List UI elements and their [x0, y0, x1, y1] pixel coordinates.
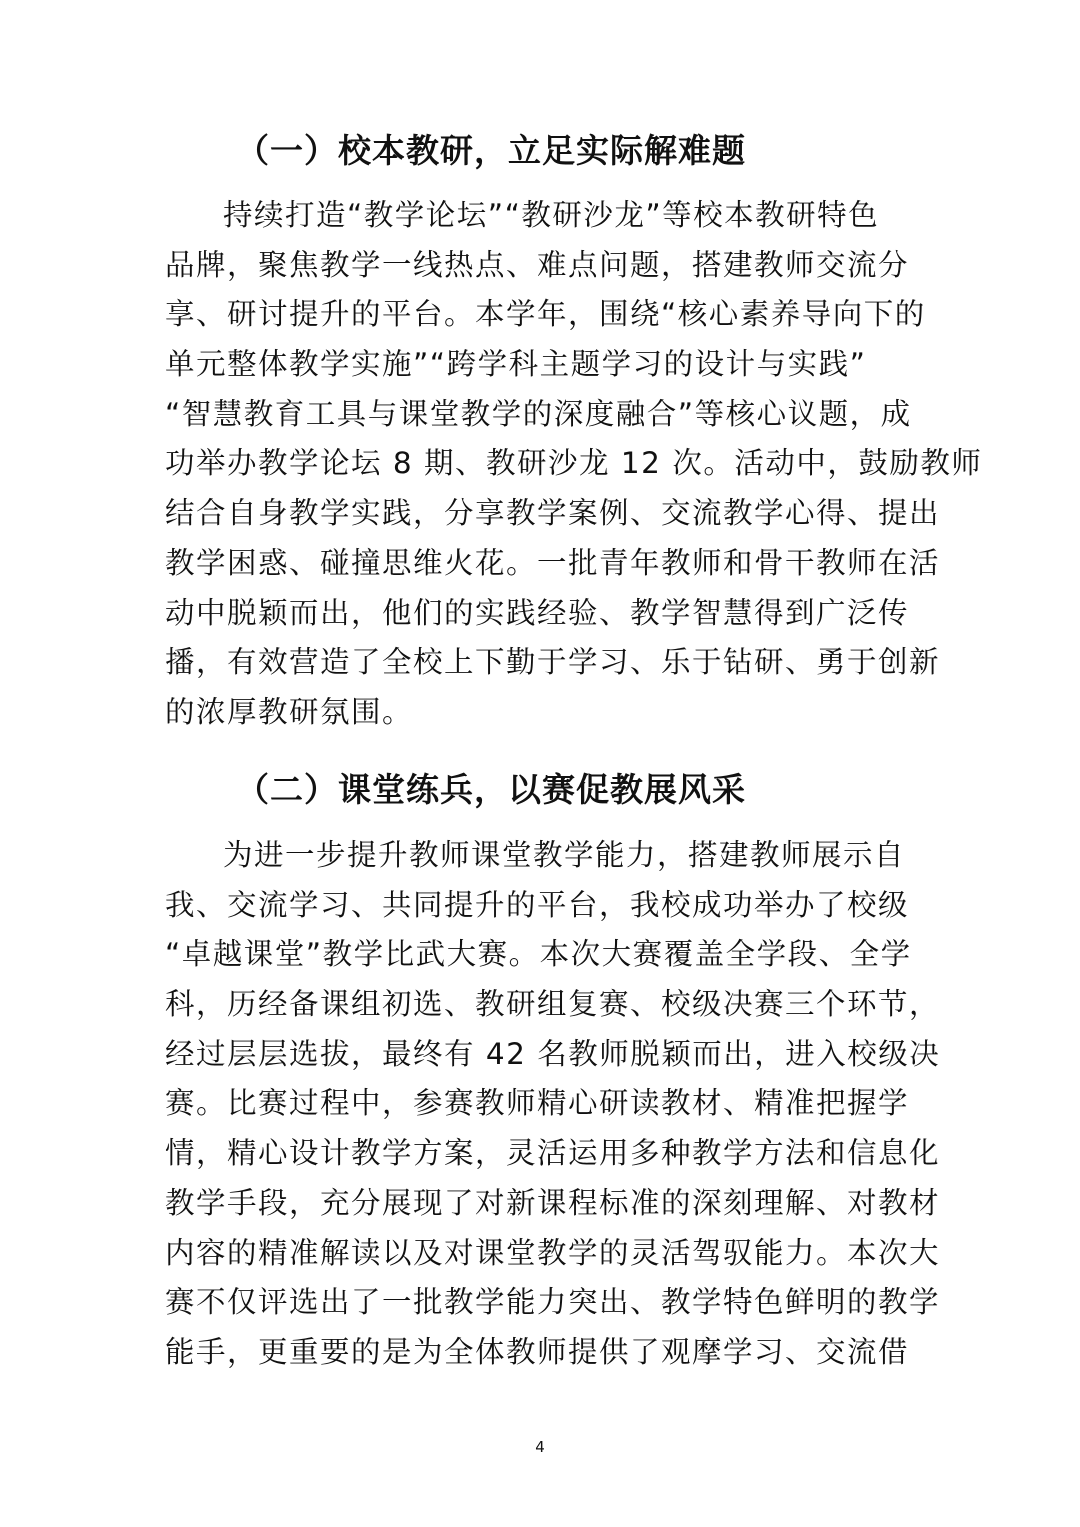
section-1-line: 教学困惑、碰撞思维火花。一批青年教师和骨干教师在活 [165, 545, 941, 580]
section-2-line: 我、交流学习、共同提升的平台，我校成功举办了校级 [165, 887, 910, 922]
section-1-line: 品牌，聚焦教学一线热点、难点问题，搭建教师交流分 [165, 247, 910, 282]
section-1-paragraph [165, 191, 983, 738]
section-2-line: 赛不仅评选出了一批教学能力突出、教学特色鲜明的教学 [165, 1285, 941, 1320]
section-1-line: 播，有效营造了全校上下勤于学习、乐于钻研、勇于创新 [165, 645, 941, 680]
section-2-line: 能手，更重要的是为全体教师提供了观摩学习、交流借 [165, 1334, 910, 1369]
section-2-line: 赛。比赛过程中，参赛教师精心研读教材、精准把握学 [165, 1086, 910, 1121]
section-2-line: 经过层层选拔，最终有 42 名教师脱颖而出，进入校级决 [165, 1036, 941, 1071]
section-1-line: 结合自身教学实践，分享教学案例、交流教学心得、提出 [165, 496, 941, 531]
section-2-line: “卓越课堂”教学比武大赛。本次大赛覆盖全学段、全学 [165, 937, 912, 972]
page-number: 4 [535, 1438, 545, 1456]
section-1-line: 功举办教学论坛 8 期、教研沙龙 12 次。活动中，鼓励教师 [165, 446, 983, 481]
section-1-heading: （一）校本教研，立足实际解难题 [236, 131, 746, 170]
section-2-line: 科，历经备课组初选、教研组复赛、校级决赛三个环节， [165, 987, 941, 1022]
section-2-line: 内容的精准解读以及对课堂教学的灵活驾驭能力。本次大 [165, 1235, 941, 1270]
section-2-paragraph [165, 831, 941, 1378]
section-1-line: 动中脱颖而出，他们的实践经验、教学智慧得到广泛传 [165, 595, 910, 630]
section-1-line: 的浓厚教研氛围。 [165, 694, 414, 729]
section-2-line: 为进一步提升教师课堂教学能力，搭建教师展示自 [223, 838, 906, 872]
section-1-line: 持续打造“教学论坛”“教研沙龙”等校本教研特色 [223, 198, 880, 232]
section-2-line: 情，精心设计教学方案，灵活运用多种教学方法和信息化 [165, 1136, 941, 1171]
section-2-heading: （二）课堂练兵，以赛促教展风采 [236, 770, 746, 809]
section-1-line: “智慧教育工具与课堂教学的深度融合”等核心议题，成 [165, 396, 912, 431]
section-2-line: 教学手段，充分展现了对新课程标准的深刻理解、对教材 [165, 1185, 941, 1220]
section-1-line: 享、研讨提升的平台。本学年，围绕“核心素养导向下的 [165, 297, 926, 332]
section-1-line: 单元整体教学实施”“跨学科主题学习的设计与实践” [165, 347, 867, 382]
